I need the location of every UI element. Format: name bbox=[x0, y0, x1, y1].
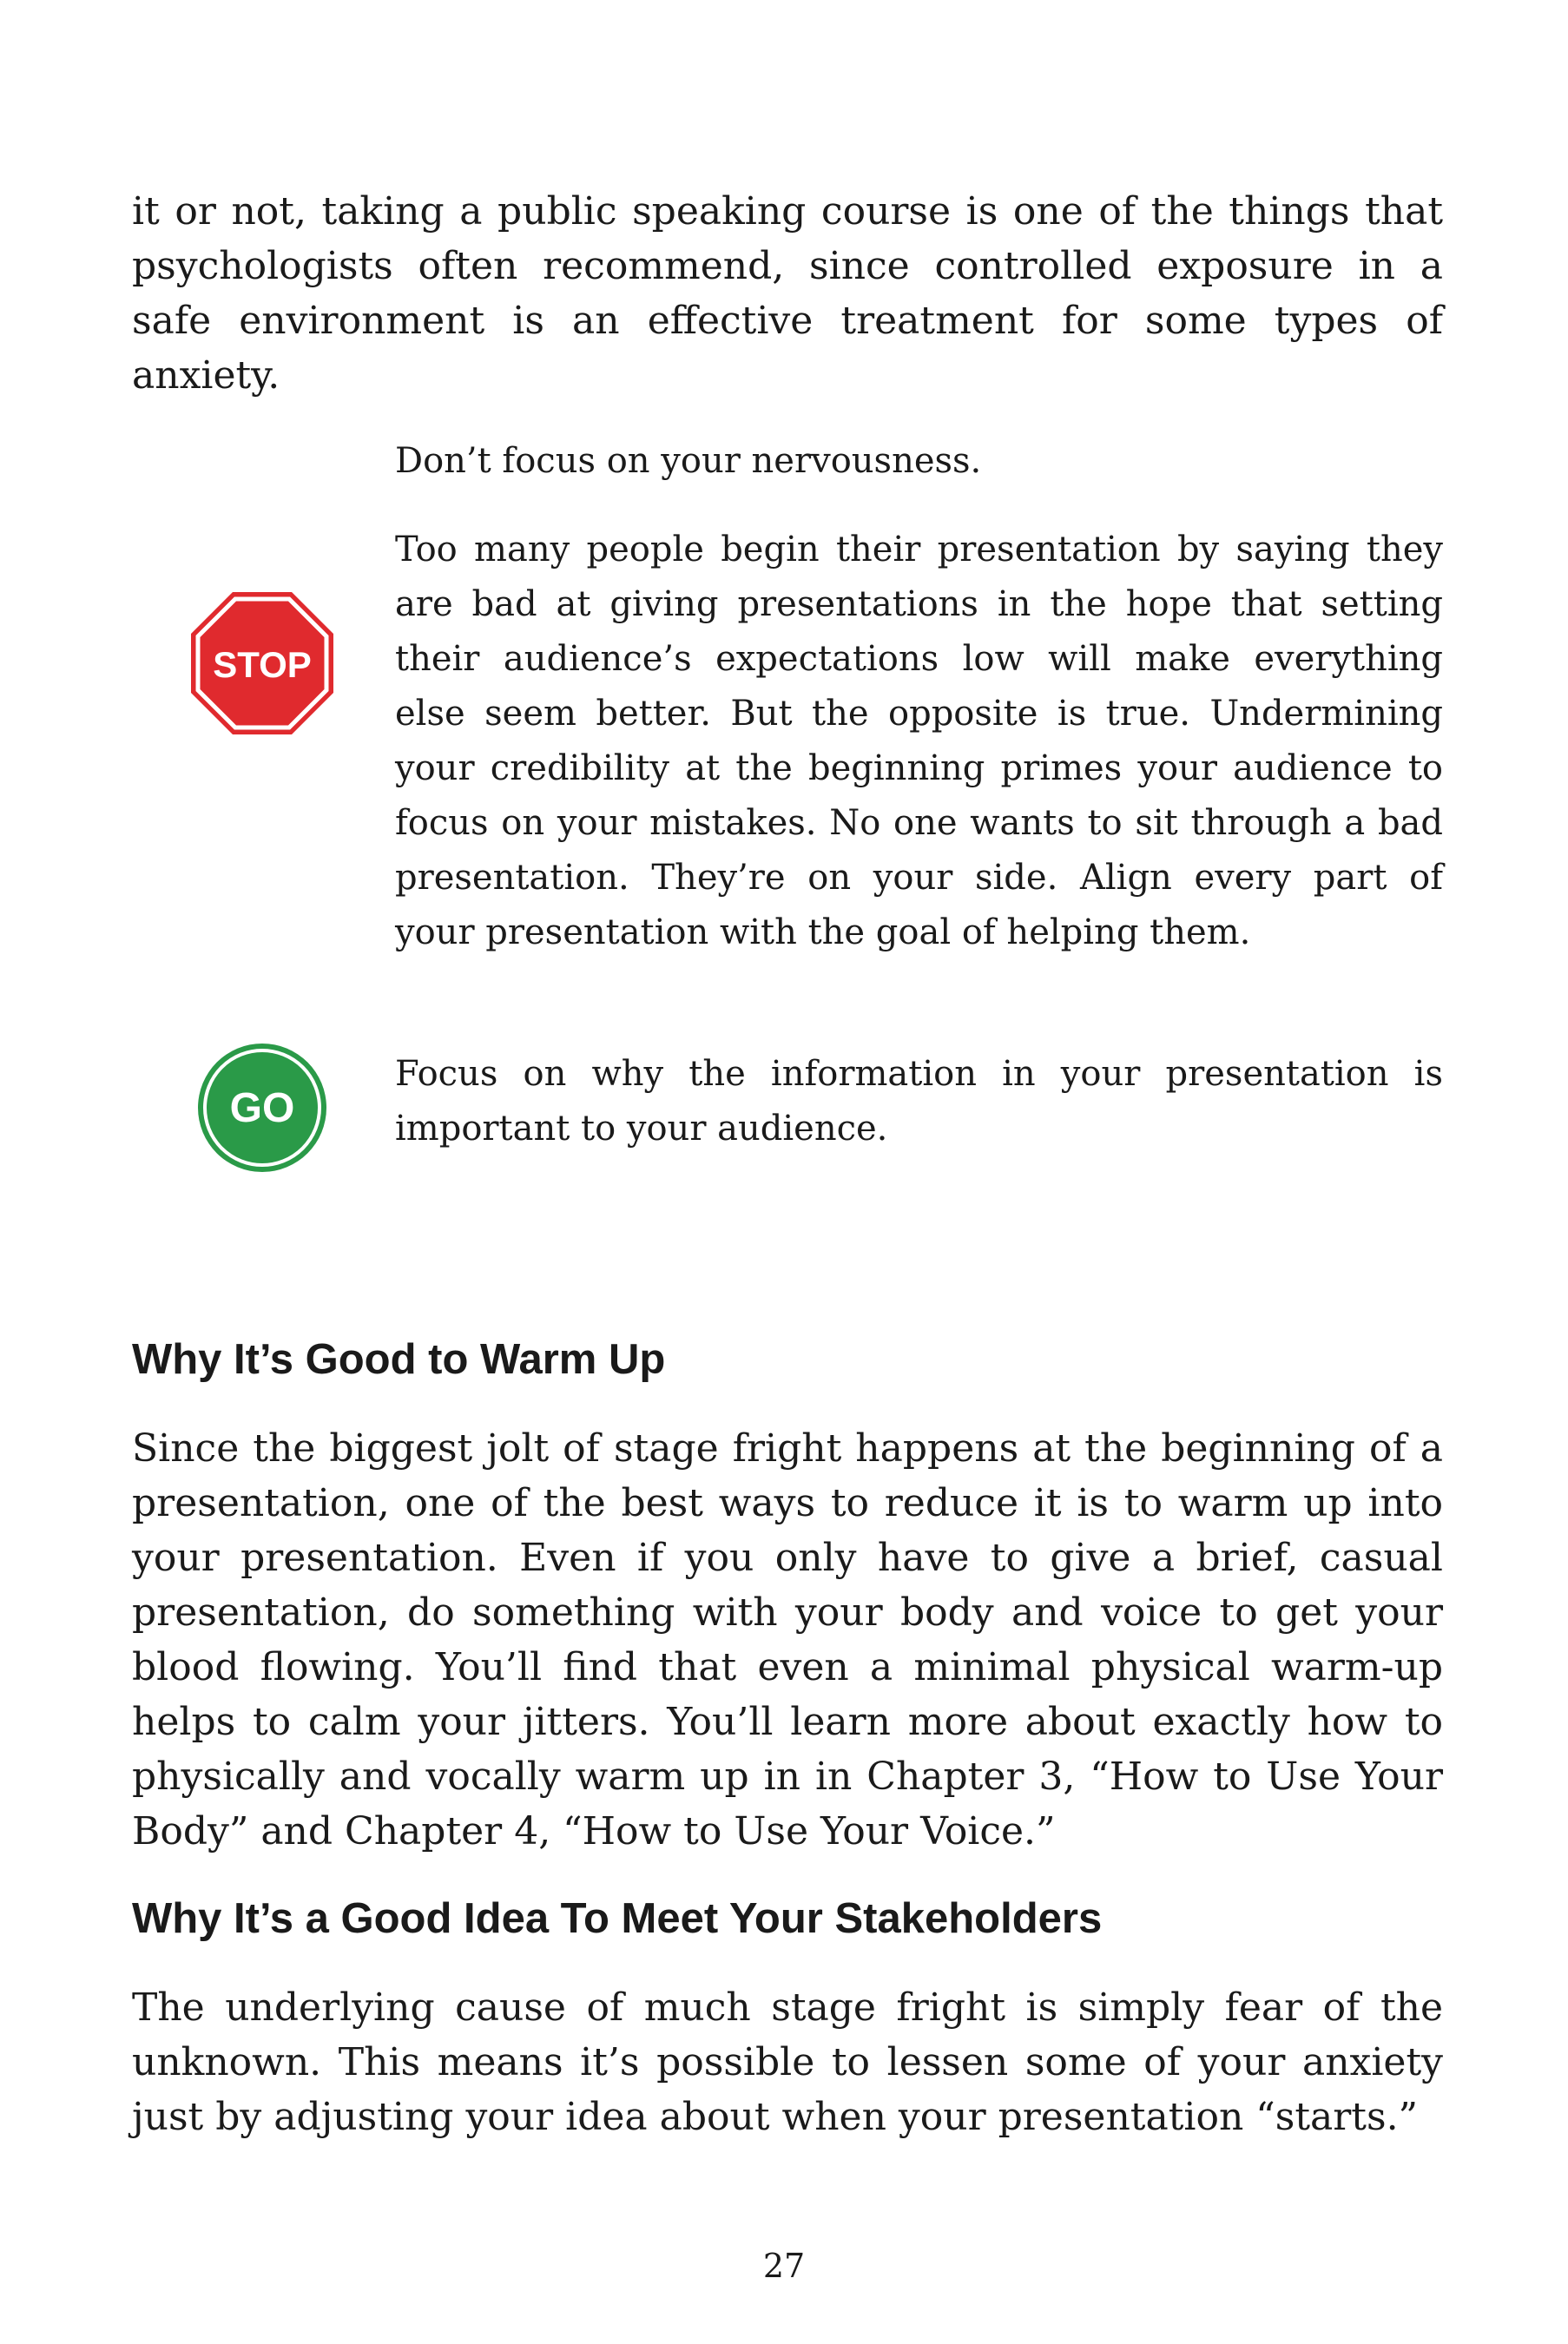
stop-sign-label: STOP bbox=[213, 644, 312, 685]
stop-sign-icon bbox=[189, 590, 335, 736]
intro-paragraph: it or not, taking a public speaking course is one of the things that psychologists often recommend, since controlled exposure in a safe environment is an effective treatment for some types of anxiety. bbox=[132, 189, 1443, 398]
section-paragraph-warm-up: Since the biggest jolt of stage fright happens at the beginning of a presentation, one of the best ways to reduce it is to warm up into your presentation. Even if you only have to give a brief, casual presentation, do something with your body and voice to get your blood flowing. You’ll find that even a minimal physical warm-up helps to calm your jitters. You’ll learn more about exactly how to physically and vocally warm up in in Chapter 3, “How to Use Your Body” and Chapter 4, “How to Use Your Voice.” bbox=[132, 1426, 1443, 1853]
stop-callout-title: Don’t focus on your nervousness. bbox=[395, 441, 982, 481]
go-sign-label: GO bbox=[229, 1085, 295, 1131]
section-heading-warm-up: Why It’s Good to Warm Up bbox=[132, 1336, 666, 1383]
page-number: 27 bbox=[762, 2247, 806, 2285]
section-paragraph-stakeholders: The underlying cause of much stage fright is simply fear of the unknown. This means it’s possible to lessen some of your anxiety just by adjusting your idea about when your presentation “starts.” bbox=[132, 1985, 1443, 2139]
go-sign-icon bbox=[196, 1042, 328, 1174]
section-heading-stakeholders: Why It’s a Good Idea To Meet Your Stakeholders bbox=[132, 1895, 1103, 1942]
stop-callout-body: Too many people begin their presentation by saying they are bad at giving presentations in the hope that setting their audience’s expectations low will make everything else seem better. But the opposite is true. Undermining your credibility at the beginning primes your audience to focus on your mistakes. No one wants to sit through a bad presentation. They’re on your side. Align every part of your presentation with the goal of helping them. bbox=[395, 530, 1443, 952]
go-callout-body: Focus on why the information in your presentation is important to your audience. bbox=[395, 1054, 1443, 1149]
